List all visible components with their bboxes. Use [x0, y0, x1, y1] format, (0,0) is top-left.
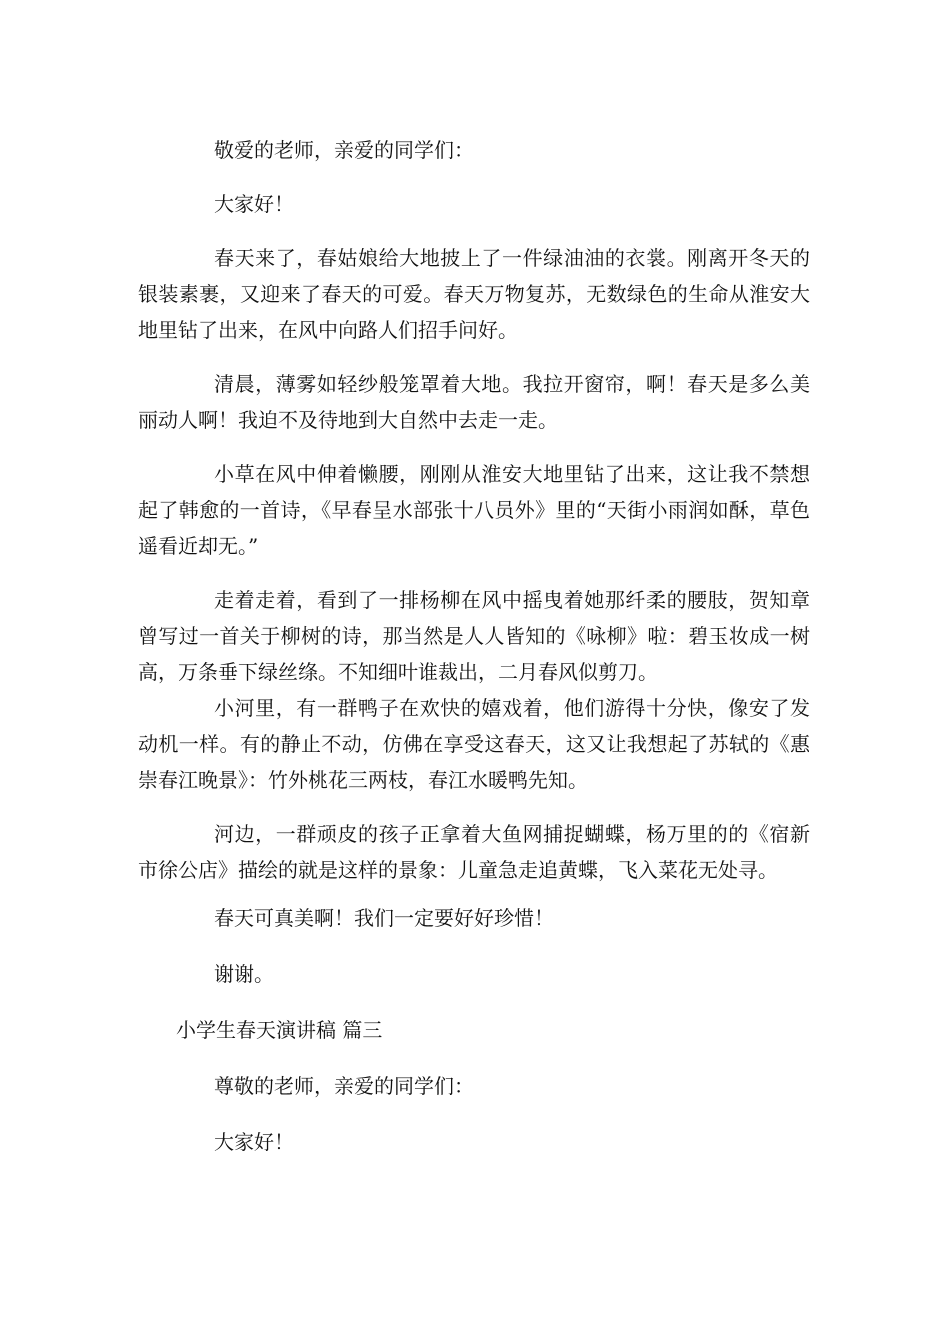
thanks-paragraph: 谢谢。: [214, 962, 274, 986]
body-paragraph: 小草在风中伸着懒腰，刚刚从淮安大地里钻了出来，这让我不禁想起了韩愈的一首诗，《早春呈水部张十八员外》里的“天街小雨润如酥，草色遥看近却无。”: [138, 462, 810, 558]
body-paragraph: 小河里，有一群鸭子在欢快的嬉戏着，他们游得十分快，像安了发动机一样。有的静止不动，仿佛在享受这春天，这又让我想起了苏轼的《惠崇春江晚景》：竹外桃花三两枝，春江水暖鸭先知。: [138, 696, 810, 792]
body-paragraph: 河边，一群顽皮的孩子正拿着大鱼网捕捉蝴蝶，杨万里的的《宿新市徐公店》描绘的就是这样的景象：儿童急走追黄蝶，飞入菜花无处寻。: [138, 822, 810, 882]
section-heading: 小学生春天演讲稿 篇三: [176, 1018, 383, 1042]
body-paragraph: 走着走着，看到了一排杨柳在风中摇曳着她那纤柔的腰肢，贺知章曾写过一首关于柳树的诗，那当然是人人皆知的《咏柳》啦：碧玉妆成一树高，万条垂下绿丝绦。不知细叶谁裁出，二月春风似剪刀。: [138, 588, 810, 684]
body-paragraph: 春天来了，春姑娘给大地披上了一件绿油油的衣裳。刚离开冬天的银装素裹，又迎来了春天的可爱。春天万物复苏，无数绿色的生命从淮安大地里钻了出来，在风中向路人们招手问好。: [138, 246, 810, 342]
body-paragraph: 清晨，薄雾如轻纱般笼罩着大地。我拉开窗帘，啊！春天是多么美丽动人啊！我迫不及待地到大自然中去走一走。: [138, 372, 810, 432]
greeting-paragraph: 敬爱的老师，亲爱的同学们：: [214, 138, 474, 162]
closing-paragraph: 春天可真美啊！我们一定要好好珍惜！: [214, 906, 554, 930]
hello-paragraph: 大家好！: [214, 1130, 294, 1154]
greeting-paragraph: 尊敬的老师，亲爱的同学们：: [214, 1074, 474, 1098]
hello-paragraph: 大家好！: [214, 192, 294, 216]
